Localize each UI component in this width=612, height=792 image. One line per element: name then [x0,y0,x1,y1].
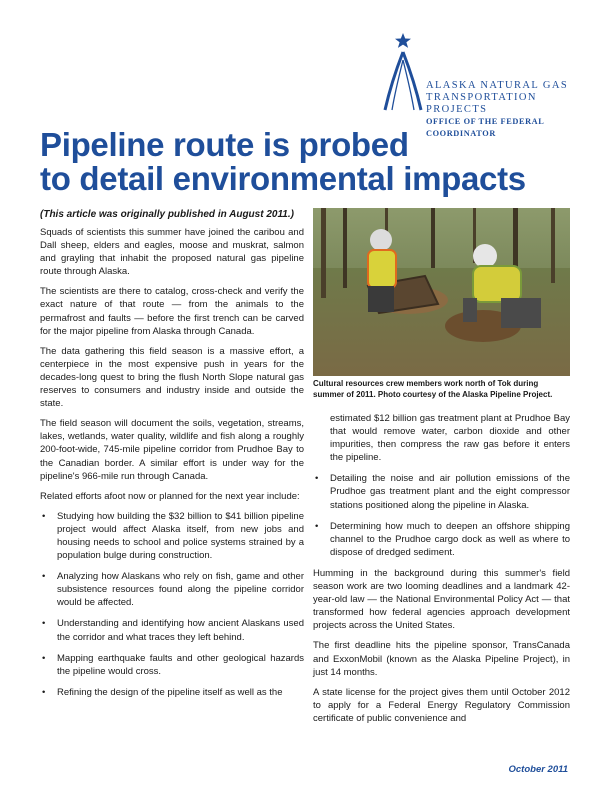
field-crew-photo [313,208,570,376]
bullet-icon: • [42,618,46,630]
logo-line-1: ALASKA NATURAL GAS [426,80,569,91]
list-item: • Understanding and identifying how ancient Alaskans used the corridor and what traces they left behind. [42,618,304,643]
list-item: • Refining the design of the pipeline itself as well as the [42,686,283,698]
list-item: • Detailing the noise and air pollution emissions of the Prudhoe gas treatment plant and the eight compressor stations positioned along the pipeline in Alaska. [315,473,570,511]
paragraph: The field season will document the soils, vegetation, streams, lakes, wetlands, water quality, wildlife and fish along a roughly 200-foot-wide, 745-mile pipeline corridor from Prudhoe Bay to the Canadian border. A similar effort is under way for the pipeline's 966-mile run through Canada. [40,418,304,482]
paragraph: Squads of scientists this summer have joined the caribou and Dall sheep, elders and eagles, moose and muskrat, salmon and grayling that inhabit the proposed natural gas pipeline route through Alaska. [40,227,304,278]
list-item: • Studying how building the $32 billion to $41 billion pipeline project would affect Alaska itself, from new jobs and housing needs to school and police systems strained by a population bulge during construction. [42,510,304,562]
paragraph: The scientists are there to catalog, cross-check and verify the exact nature of that route — from the animals to the permafrost and faults — before the first trench can be carved for the major pipeline from Alaska through Canada. [40,286,304,337]
paragraph: Humming in the background during this summer's field season work are two looming deadlines and a landmark 42-year-old law — the National Environmental Policy Act — that transformed how federal agencies approach development projects across the United States. [313,567,570,632]
paragraph: The data gathering this field season is a massive effort, a centerpiece in the most expensive push in years for the decades-long quest to bring the flush North Slope natural gas reserves to consumers and industry inside and outside the state. [40,345,304,410]
footer-date: October 2011 [508,764,568,775]
paragraph: The first deadline hits the pipeline sponsor, TransCanada and ExxonMobil (known as the Alaska Pipeline Project), in just 14 months. [313,640,570,678]
bullet-list-left [40,510,304,699]
list-item: • Analyzing how Alaskans who rely on fish, game and other subsistence resources found along the pipeline corridor would be affected. [42,571,304,609]
column-left [40,226,304,707]
logo-line-2: TRANSPORTATION PROJECTS [426,92,537,115]
paragraph: A state license for the project gives them until October 2012 to apply for a Federal Energy Regulatory Commission certificate of public convenience and [313,686,570,724]
paragraph: Related efforts afoot now or planned for the next year include: [40,490,300,502]
bullet-list-right [313,412,570,559]
logo [382,30,572,138]
bullet-icon: • [42,571,46,583]
title-line-1: Pipeline route is probed [40,126,409,163]
column-right [313,412,570,732]
bullet-icon: • [315,520,319,532]
logo-line-3: OFFICE OF THE FEDERAL COORDINATOR [426,117,544,138]
article-title [40,128,580,196]
list-item: • Determining how much to deepen an offshore shipping channel to the Prudhoe cargo dock as well as where to dispose of dredged sediment. [315,520,570,558]
bullet-icon: • [42,652,46,664]
bullet-icon: • [42,686,46,698]
photo-caption: Cultural resources crew members work north of Tok during summer of 2011. Photo courtesy of the Alaska Pipeline Project. [313,379,553,399]
bullet-icon: • [42,510,46,522]
publication-note: (This article was originally published in August 2011.) [40,209,294,220]
bullet-icon: • [315,473,319,485]
list-item-continuation: estimated $12 billion gas treatment plant at Prudhoe Bay that would remove water, carbon dioxide and other impurities, then compress the raw gas before it enters the pipeline. [330,413,570,464]
list-item: • Mapping earthquake faults and other geological hazards the pipeline would cross. [42,652,304,677]
title-line-2: to detail environmental impacts [40,160,526,197]
